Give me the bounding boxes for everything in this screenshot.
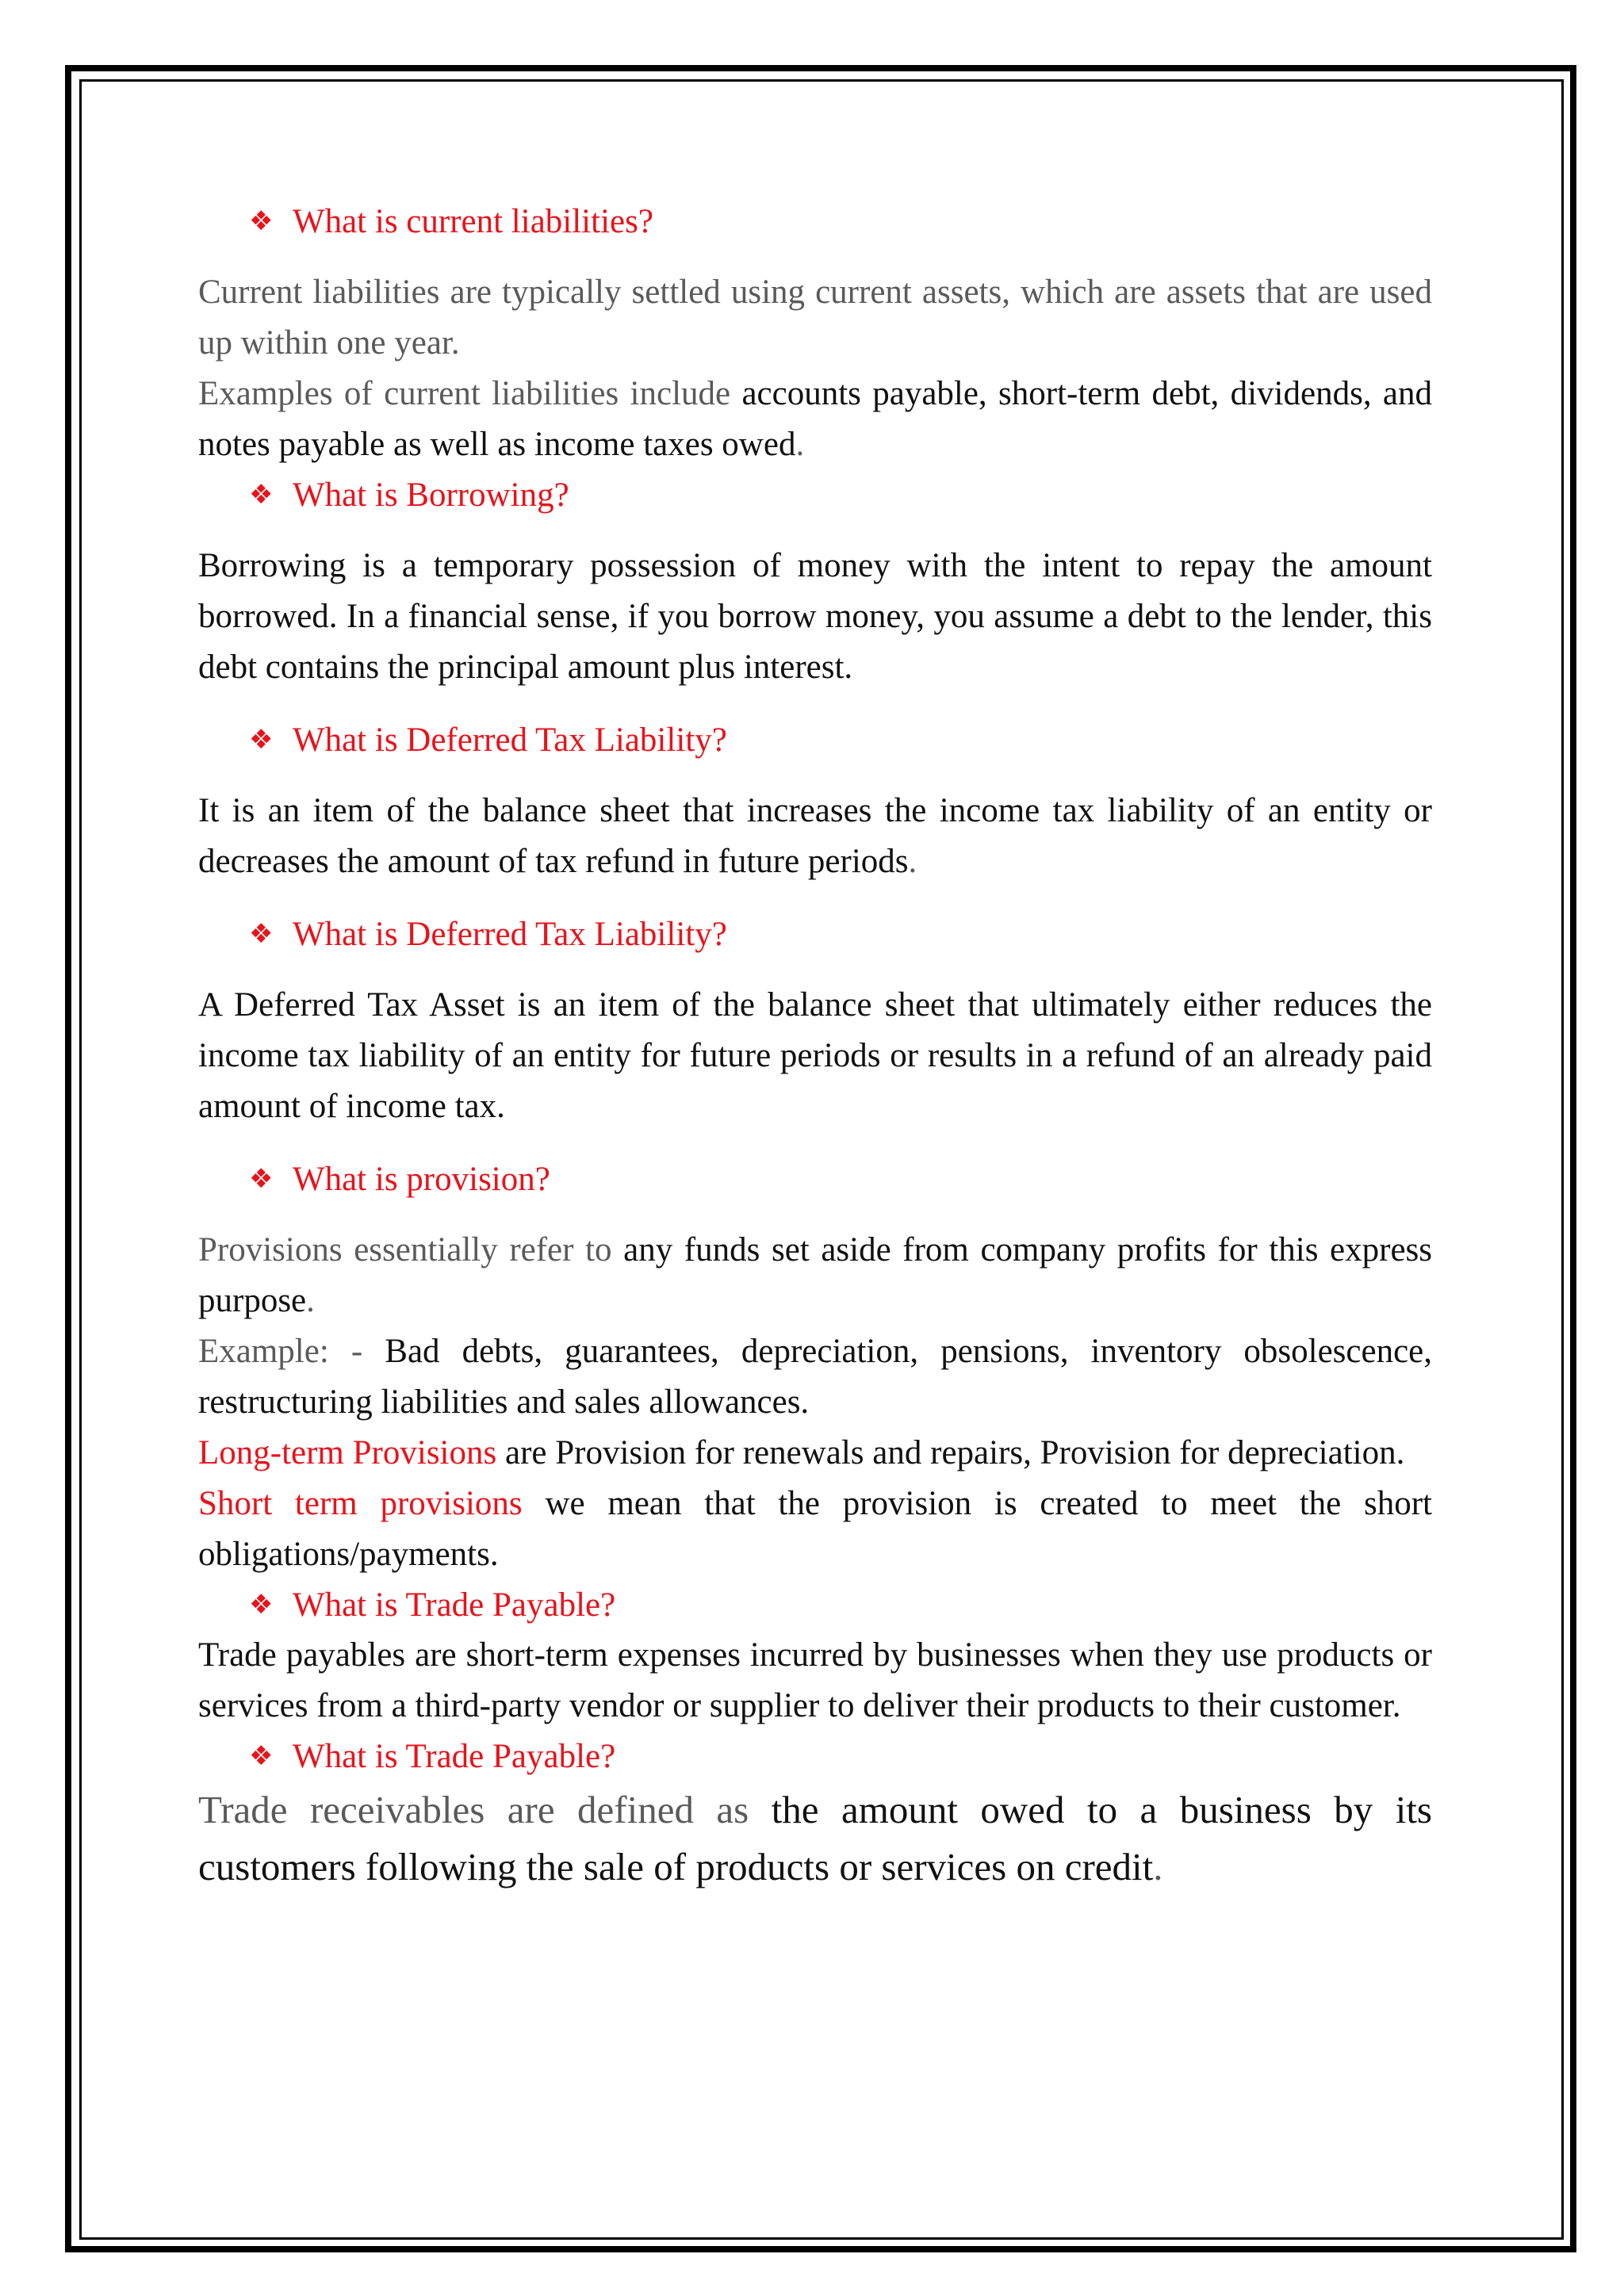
answer-text-end: . xyxy=(795,426,805,463)
diamond-bullet-icon: ❖ xyxy=(249,1740,274,1772)
answer-paragraph xyxy=(198,1479,1432,1580)
question-deferred-tax-liability xyxy=(198,715,1432,765)
question-text: What is current liabilities? xyxy=(293,203,653,240)
answer-paragraph xyxy=(198,1428,1432,1479)
question-trade-payable xyxy=(198,1580,1432,1630)
answer-text-red: Long-term Provisions xyxy=(198,1434,497,1471)
answer-text-black: the amount owed to a business by its customers following the sale of products or services on credit xyxy=(198,1788,1433,1888)
answer-paragraph xyxy=(198,786,1432,887)
answer-paragraph xyxy=(198,541,1432,693)
answer-text: Current liabilities are typically settled using current assets, which are assets that are used up within one year. xyxy=(198,274,1432,362)
answer-paragraph xyxy=(198,267,1432,369)
answer-paragraph xyxy=(198,1630,1432,1732)
answer-paragraph xyxy=(198,369,1432,470)
diamond-bullet-icon: ❖ xyxy=(249,479,274,511)
answer-paragraph xyxy=(198,1326,1432,1428)
question-text: What is Borrowing? xyxy=(293,476,569,514)
answer-text-end: . xyxy=(908,843,917,880)
question-deferred-tax-liability-2 xyxy=(198,909,1432,959)
document-body xyxy=(198,197,1432,1896)
question-borrowing xyxy=(198,470,1432,520)
answer-text: Borrowing is a temporary possession of money with the intent to repay the amount borrowed. In a financial sense, if you borrow money, you assume a debt to the lender, this debt contains the principal amount plus interest. xyxy=(198,547,1432,686)
diamond-bullet-icon: ❖ xyxy=(249,918,274,950)
question-provision xyxy=(198,1154,1432,1204)
answer-text-red: Short term provisions xyxy=(198,1485,523,1522)
answer-text: A Deferred Tax Asset is an item of the balance sheet that ultimately either reduces the income tax liability of an entity for future periods or results in a refund of an already paid amount of income tax. xyxy=(198,986,1432,1125)
diamond-bullet-icon: ❖ xyxy=(249,1163,274,1195)
answer-text-gray: Provisions essentially refer to xyxy=(198,1231,612,1269)
answer-text-black: we mean that the provision is created to meet the short obligations/payments. xyxy=(198,1485,1433,1573)
answer-text-black: are Provision for renewals and repairs, Provision for depreciation. xyxy=(504,1434,1405,1471)
diamond-bullet-icon: ❖ xyxy=(249,205,274,237)
answer-text: Trade payables are short-term expenses incurred by businesses when they use products or services from a third-party vendor or supplier to deliver their products to their customer. xyxy=(198,1636,1432,1724)
answer-paragraph xyxy=(198,1781,1432,1896)
question-trade-payable-2 xyxy=(198,1732,1432,1781)
answer-text-gray: Examples of current liabilities include xyxy=(198,375,731,412)
question-text: What is provision? xyxy=(293,1161,550,1198)
question-current-liabilities xyxy=(198,197,1432,247)
diamond-bullet-icon: ❖ xyxy=(249,724,274,756)
answer-text-black: accounts payable, short-term debt, dividends, and notes payable as well as income taxes owed xyxy=(198,375,1432,463)
question-text: What is Trade Payable? xyxy=(293,1586,616,1624)
answer-text-gray: Trade receivables are defined as xyxy=(198,1788,749,1831)
question-text: What is Deferred Tax Liability? xyxy=(293,916,727,953)
answer-text-end: . xyxy=(306,1282,315,1319)
answer-paragraph xyxy=(198,980,1432,1132)
answer-text-end: . xyxy=(1153,1845,1163,1888)
answer-paragraph xyxy=(198,1225,1432,1326)
answer-text-black: any funds set aside from company profits for this express purpose xyxy=(198,1231,1433,1319)
answer-text-black: Bad debts, guarantees, depreciation, pensions, inventory obsolescence, restructuring liabilities and sales allowances. xyxy=(198,1333,1432,1421)
question-text: What is Deferred Tax Liability? xyxy=(293,721,727,759)
diamond-bullet-icon: ❖ xyxy=(249,1589,274,1621)
question-text: What is Trade Payable? xyxy=(293,1738,616,1775)
answer-text-gray: Example: - xyxy=(198,1333,363,1370)
answer-text: It is an item of the balance sheet that increases the income tax liability of an entity or decreases the amount of tax refund in future periods xyxy=(198,792,1432,880)
